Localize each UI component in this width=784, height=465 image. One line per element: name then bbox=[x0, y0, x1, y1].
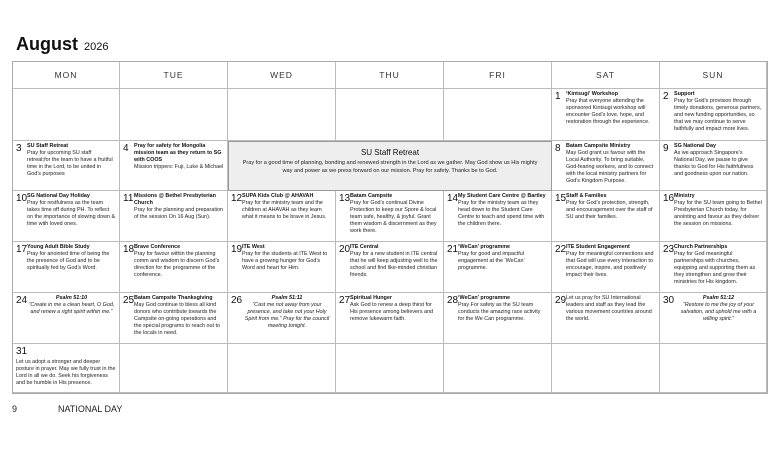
entry-title: Support bbox=[674, 91, 695, 97]
day-cell bbox=[444, 293, 552, 344]
day-number: 3 bbox=[16, 143, 22, 154]
weekday-header: SAT bbox=[552, 62, 660, 89]
entry-text: May God grant us favour with the Local Authority. To bring suitable, God-fearing workers, and to connect with the local ministry partners for God’s Kingdom Purpose. bbox=[566, 150, 654, 185]
day-cell bbox=[120, 141, 228, 191]
banner-title: SU Staff Retreat bbox=[360, 148, 420, 157]
day-cell bbox=[660, 293, 767, 344]
day-number: 12 bbox=[231, 193, 243, 204]
weekday-header: WED bbox=[228, 62, 336, 89]
page-number: 9 bbox=[12, 404, 18, 414]
day-cell bbox=[336, 293, 444, 344]
entry-title: Pray for safety for Mongolia mission team as they return to SG with COOS bbox=[134, 143, 222, 164]
day-cell bbox=[552, 242, 660, 293]
entry-title: Ministry bbox=[674, 193, 695, 199]
day-cell bbox=[13, 191, 120, 242]
day-entry bbox=[242, 244, 332, 272]
day-cell bbox=[444, 89, 552, 141]
day-entry bbox=[134, 295, 224, 337]
day-cell bbox=[13, 89, 120, 141]
entry-text: Pray for God’s provision through timely donations, generous partners, and new funding opportunities, so that we may continue to serve faithfully and impact more lives. bbox=[674, 98, 762, 133]
day-cell bbox=[660, 89, 767, 141]
day-number: 16 bbox=[663, 193, 675, 204]
day-number: 19 bbox=[231, 244, 243, 255]
day-cell bbox=[660, 242, 767, 293]
entry-title: ‘Kintsugi’ Workshop bbox=[566, 91, 619, 97]
day-entry bbox=[566, 143, 656, 185]
day-entry bbox=[350, 295, 440, 323]
entry-title: Spiritual Hunger bbox=[350, 295, 392, 301]
day-entry bbox=[242, 193, 332, 221]
day-number: 22 bbox=[555, 244, 567, 255]
entry-title: Missions @ Bethel Presbyterian Church bbox=[134, 193, 216, 207]
day-entry bbox=[242, 295, 332, 330]
day-entry bbox=[566, 193, 656, 221]
entry-text: Pray for the ministry team as they head down to the Student Care Centre to teach and spend time with the children there. bbox=[458, 200, 545, 228]
day-cell bbox=[120, 89, 228, 141]
day-number: 30 bbox=[663, 295, 675, 306]
day-cell bbox=[444, 344, 552, 393]
entry-text: “Cast me not away from your presence, and take not your Holy Spirit from me.” Pray for the council meeting tonight. bbox=[244, 302, 330, 330]
day-number: 18 bbox=[123, 244, 135, 255]
day-cell bbox=[552, 191, 660, 242]
day-number: 9 bbox=[663, 143, 669, 154]
day-entry bbox=[674, 295, 763, 323]
day-entry bbox=[134, 244, 224, 279]
day-entry bbox=[27, 244, 116, 272]
day-number: 24 bbox=[16, 295, 28, 306]
day-cell bbox=[336, 191, 444, 242]
weekday-header: THU bbox=[336, 62, 444, 89]
entry-text: Pray for good and impactful engagement at the ‘WeCan’ programme. bbox=[458, 251, 525, 272]
entry-text: Pray for God’s continual Divine Protection to keep our Spore & local team safe, healthy, & joyful. Grant them wisdom & discernment as they work there. bbox=[350, 200, 437, 235]
day-cell bbox=[336, 344, 444, 393]
day-cell bbox=[660, 141, 767, 191]
entry-title: SG National Day Holiday bbox=[27, 193, 90, 199]
month-label: August bbox=[16, 34, 78, 54]
day-entry bbox=[674, 91, 763, 133]
day-number: 10 bbox=[16, 193, 28, 204]
entry-title: Batam Campsite bbox=[350, 193, 393, 199]
entry-title: ITE Student Engagement bbox=[566, 244, 630, 250]
entry-title: Psalm 51:12 bbox=[702, 295, 735, 301]
day-number: 2 bbox=[663, 91, 669, 102]
day-cell bbox=[120, 344, 228, 393]
retreat-banner bbox=[228, 141, 552, 191]
calendar-title bbox=[16, 34, 108, 55]
day-entry bbox=[134, 143, 224, 171]
day-number: 29 bbox=[555, 295, 567, 306]
entry-text: Pray for the planning and preparation of the session On 16 Aug (Sun). bbox=[134, 207, 224, 221]
entry-text: As we approach Singapore’s National Day, we pause to give thanks to God for His faithfulness and goodness upon our nation. bbox=[674, 150, 754, 178]
entry-text: Pray for a new student in ITE central that he will keep adjusting well to the school and find like-minded christian friends. bbox=[350, 251, 438, 279]
day-cell bbox=[120, 191, 228, 242]
day-entry bbox=[674, 193, 763, 228]
entry-title: Young Adult Bible Study bbox=[27, 244, 90, 250]
entry-title: My Student Care Centre @ Bartley bbox=[458, 193, 546, 199]
day-cell bbox=[228, 242, 336, 293]
day-number: 15 bbox=[555, 193, 567, 204]
day-cell bbox=[444, 191, 552, 242]
entry-title: SG National Day bbox=[674, 143, 716, 149]
day-cell bbox=[552, 141, 660, 191]
entry-title: Batam Campsite Thanksgiving bbox=[134, 295, 213, 301]
day-entry bbox=[566, 244, 656, 279]
day-entry bbox=[27, 143, 116, 178]
entry-title: Batam Campsite Ministry bbox=[566, 143, 631, 149]
calendar-grid bbox=[12, 61, 768, 394]
entry-title: ‘WeCan’ programme bbox=[458, 244, 511, 250]
entry-text: Pray for upcoming SU staff retreat;for the team to have a fruitful time in the Lord, to be united in God’s purposes bbox=[27, 150, 113, 178]
day-cell bbox=[120, 242, 228, 293]
entry-title: ‘WeCan’ programme bbox=[458, 295, 511, 301]
day-entry bbox=[134, 193, 224, 221]
entry-text: “Restore to me the joy of your salvation, and uphold me with a willing spirit.” bbox=[680, 302, 757, 323]
weekday-header: FRI bbox=[444, 62, 552, 89]
entry-text: Mission trippers: Fuji, Luke & Michael bbox=[134, 164, 224, 171]
day-cell bbox=[228, 89, 336, 141]
entry-title: Church Partnerships bbox=[674, 244, 728, 250]
weekday-header: MON bbox=[13, 62, 120, 89]
day-number: 11 bbox=[123, 193, 134, 204]
entry-text: Pray for restfulness as the team takes time off during PH. To reflect on the importance of slowing down & time with loved ones. bbox=[27, 200, 116, 228]
entry-title: ITE Central bbox=[350, 244, 379, 250]
day-entry bbox=[350, 244, 440, 279]
day-entry bbox=[350, 193, 440, 235]
banner-text: Pray for a good time of planning, bonding and renewed strength in the Lord as we gather. May God show us His mighty way and power as we press forward on our mission. Pray for safety. Thanks be to God. bbox=[242, 160, 538, 174]
day-entry bbox=[458, 244, 548, 272]
day-cell bbox=[660, 191, 767, 242]
day-number: 25 bbox=[123, 295, 135, 306]
entry-title: Staff & Families bbox=[566, 193, 607, 199]
entry-title: Psalm 51:10 bbox=[55, 295, 88, 301]
day-cell bbox=[660, 344, 767, 393]
day-cell bbox=[13, 242, 120, 293]
entry-title: SU Staff Retreat bbox=[27, 143, 69, 149]
day-number: 14 bbox=[447, 193, 459, 204]
day-number: 31 bbox=[16, 346, 28, 357]
day-number: 8 bbox=[555, 143, 561, 154]
day-cell bbox=[228, 293, 336, 344]
day-cell bbox=[13, 141, 120, 191]
day-cell bbox=[13, 293, 120, 344]
day-entry bbox=[27, 295, 116, 316]
entry-text: May God continue to bless all kind donors who contribute towards the Campsite on-going operations and the special programs to reach out to the locals in need. bbox=[134, 302, 220, 337]
day-number: 27 bbox=[339, 295, 351, 306]
day-entry bbox=[16, 359, 116, 387]
day-cell bbox=[552, 344, 660, 393]
entry-text: Pray For safety as the SU team conducts the amazing race activity for the We Can programme. bbox=[458, 302, 541, 323]
day-number: 20 bbox=[339, 244, 351, 255]
entry-title: Brave Conference bbox=[134, 244, 181, 250]
entry-text: Pray for anointed time of being the the presence of God and to be spiritually fed by God’s Word. bbox=[27, 251, 110, 272]
day-entry bbox=[458, 295, 548, 323]
day-number: 13 bbox=[339, 193, 351, 204]
entry-text: Pray for the students at ITE West to have a growing hunger for God’s Word and heart for Him. bbox=[242, 251, 328, 272]
day-entry bbox=[674, 143, 763, 178]
entry-text: Pray for God’s protection, strength, and encouragement over the staff of SU and their families. bbox=[566, 200, 653, 221]
day-cell bbox=[552, 293, 660, 344]
entry-text: Pray for the ministry team and the children at AHAVAH as they learn what it means to be brave in Jesus. bbox=[242, 200, 327, 221]
entry-title: Psalm 51:11 bbox=[271, 295, 303, 301]
entry-text: Pray for meaningful connections and that God will use every interaction to encourage, inspire, and positively impact their lives. bbox=[566, 251, 654, 279]
day-cell bbox=[228, 191, 336, 242]
day-cell bbox=[552, 89, 660, 141]
entry-text: Ask God to renew a deep thirst for His presence among believers and remove lukewarm faith. bbox=[350, 302, 434, 323]
weekday-header: TUE bbox=[120, 62, 228, 89]
day-entry bbox=[458, 193, 548, 228]
day-cell bbox=[120, 293, 228, 344]
day-entry bbox=[27, 193, 116, 228]
entry-text: Pray for the SU team going to Bethel Presbyterian Church today, for anointing and favour as they deliver the session on missions. bbox=[674, 200, 762, 228]
day-number: 21 bbox=[447, 244, 459, 255]
day-entry bbox=[566, 91, 656, 126]
day-cell bbox=[336, 89, 444, 141]
day-number: 17 bbox=[16, 244, 28, 255]
entry-text: Pray for God meaningful partnerships with churches, equipping and supporting them as they strengthen and grow their ministries for His kingdom. bbox=[674, 251, 756, 286]
entry-text: Pray for favour within the planning comm and wisdom to discern God’s direction for the programme of the conference. bbox=[134, 251, 220, 279]
day-cell bbox=[444, 242, 552, 293]
day-cell bbox=[13, 344, 120, 393]
entry-text: Pray that everyone attending the sponsored Kintsugi workshop will encounter God’s love, hope, and restoration through the experience. bbox=[566, 98, 650, 126]
entry-title: SUPA Kids Club @ AHAVAH bbox=[242, 193, 314, 199]
footer-label: NATIONAL DAY bbox=[58, 404, 123, 414]
year-label: 2026 bbox=[84, 41, 109, 53]
entry-text: Let us pray for SU International leaders and staff as they lead the various movement countries around the world. bbox=[566, 295, 652, 323]
day-cell bbox=[336, 242, 444, 293]
entry-title: ITE West bbox=[242, 244, 265, 250]
day-number: 28 bbox=[447, 295, 459, 306]
day-number: 26 bbox=[231, 295, 243, 306]
day-entry bbox=[674, 244, 763, 286]
weekday-header: SUN bbox=[660, 62, 767, 89]
day-entry bbox=[566, 295, 656, 323]
day-number: 1 bbox=[555, 91, 561, 102]
entry-text: Let us adopt a stronger and deeper posture in prayer. May we fully trust in the Lord in all we do. Seek his forgiveness and be humble in His presence. bbox=[16, 359, 116, 387]
day-number: 23 bbox=[663, 244, 675, 255]
day-cell bbox=[228, 344, 336, 393]
entry-text: “Create in me a clean heart, O God, and renew a right spirit within me.” bbox=[28, 302, 115, 316]
day-number: 4 bbox=[123, 143, 129, 154]
